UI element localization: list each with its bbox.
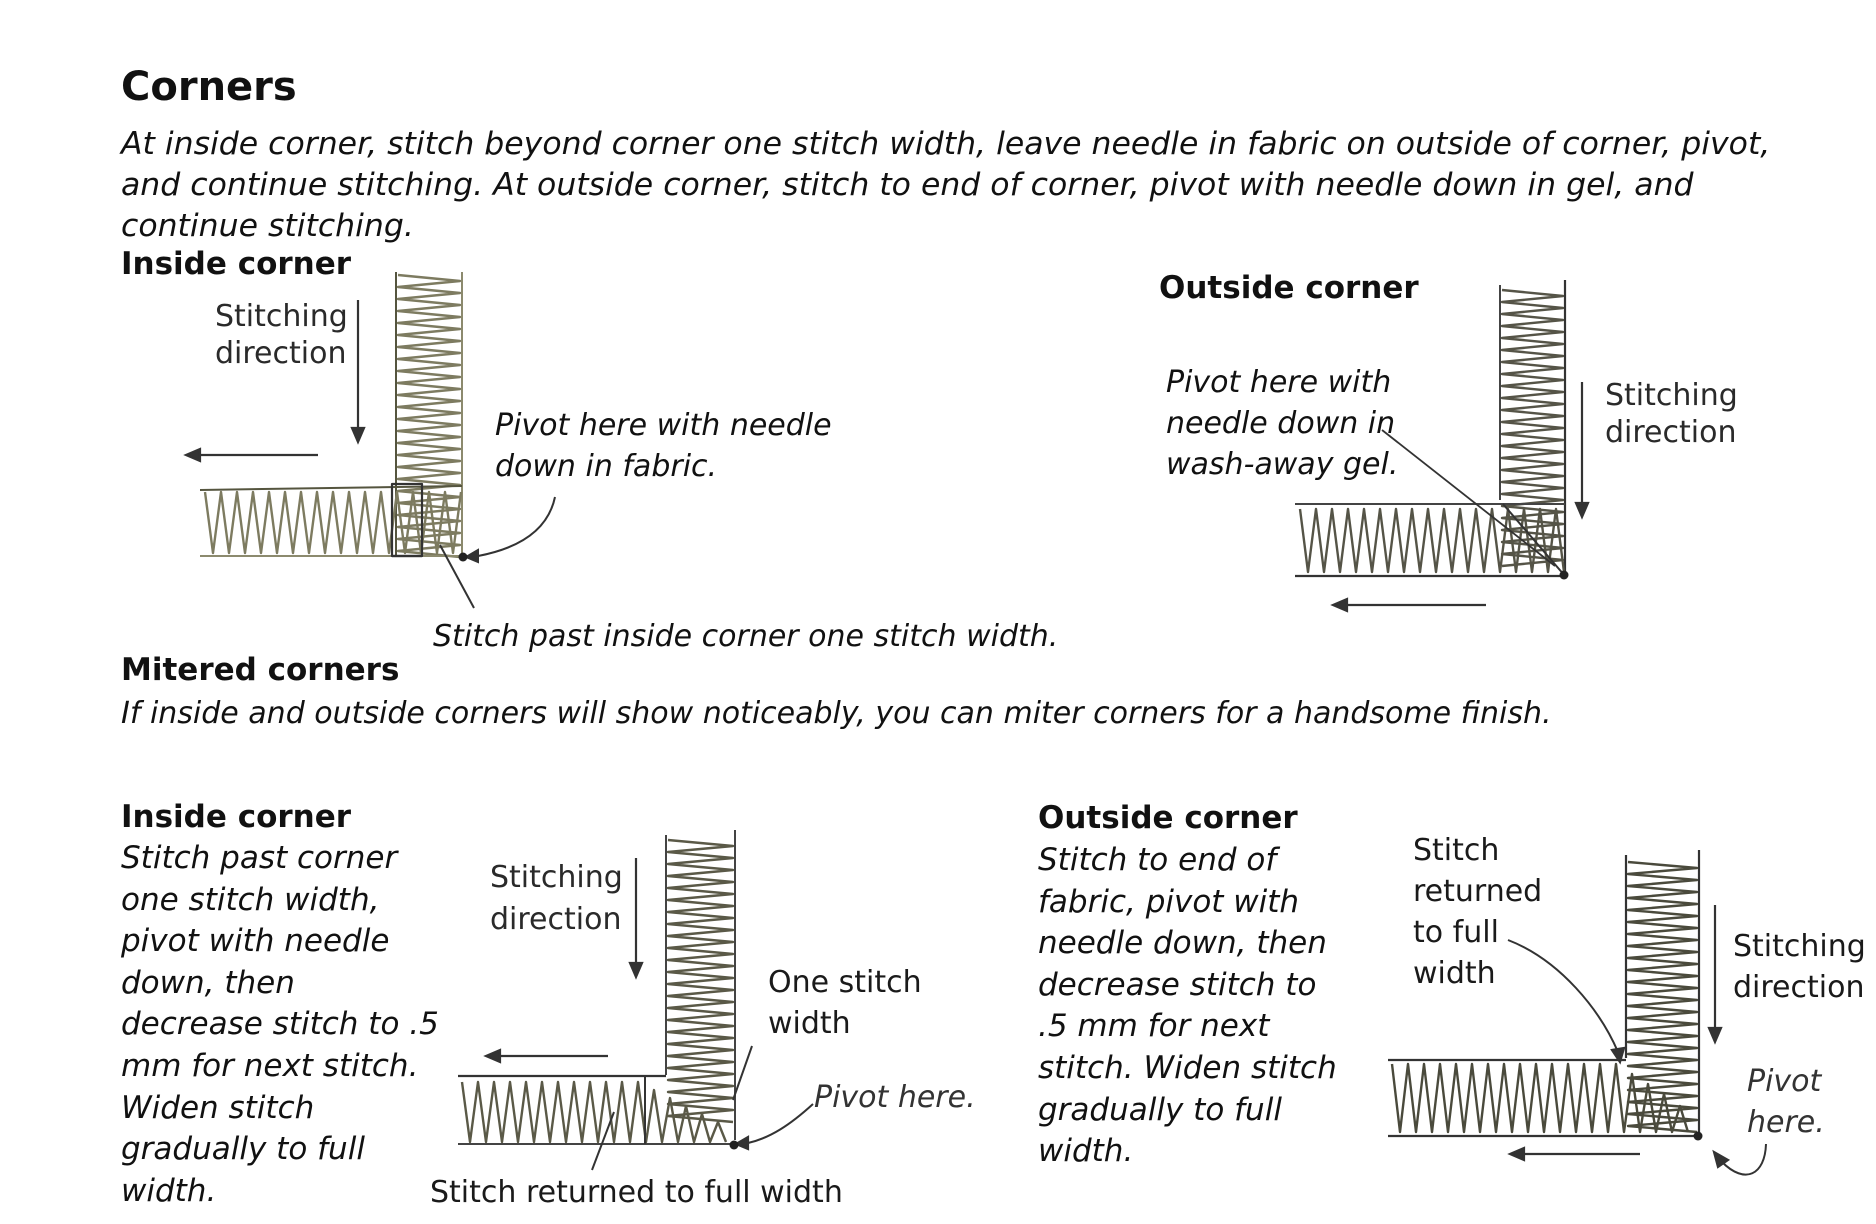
mitered-inside-stitch-returned: Stitch returned to full width (430, 1175, 843, 1210)
outside-stitching-direction-label: Stitching direction (1605, 378, 1738, 450)
stitch-past-note: Stitch past inside corner one stitch width. (433, 619, 1059, 654)
mitered-outside-pivot-here: Pivot here. (1747, 1064, 1825, 1140)
mitered-inside-pivot-here: Pivot here. (814, 1080, 976, 1115)
page-title: Corners (121, 64, 297, 110)
outside-corner-heading: Outside corner (1159, 270, 1419, 306)
mitered-outside-body: Stitch to end of fabric, pivot with needle down, then decrease stitch to .5 mm for next stitch. Widen stitch gradually to full width. (1038, 842, 1337, 1170)
stitching-direction-label: Stitching direction (215, 299, 348, 371)
inside-corner-heading: Inside corner (121, 246, 352, 282)
mitered-inside-heading: Inside corner (121, 799, 352, 835)
mitered-outside-stitching-direction: Stitching direction (1733, 929, 1866, 1005)
mitered-inside-body: Stitch past corner one stitch width, pivot with needle down, then decrease stitch to .5 mm for next stitch. Widen stitch gradually to full width. (121, 840, 439, 1209)
mitered-outside-heading: Outside corner (1038, 800, 1298, 836)
one-stitch-width-label: One stitch width (768, 965, 922, 1041)
intro-text: At inside corner, stitch beyond corner one stitch width, leave needle in fabric on outside of corner, pivot, and continue stitching. At outside corner, stitch to end of corner, pivot with needle down in gel, and continue stitching. (121, 126, 1771, 244)
mitered-heading: Mitered corners (121, 652, 400, 688)
mitered-intro: If inside and outside corners will show noticeably, you can miter corners for a handsome finish. (121, 696, 1552, 731)
outside-pivot-note: Pivot here with needle down in wash-away gel. (1166, 365, 1399, 482)
mitered-outside-stitch-returned: Stitch returned to full width (1413, 833, 1543, 991)
pivot-note: Pivot here with needle down in fabric. (495, 408, 832, 484)
mitered-inside-stitching-direction: Stitching direction (490, 860, 623, 937)
